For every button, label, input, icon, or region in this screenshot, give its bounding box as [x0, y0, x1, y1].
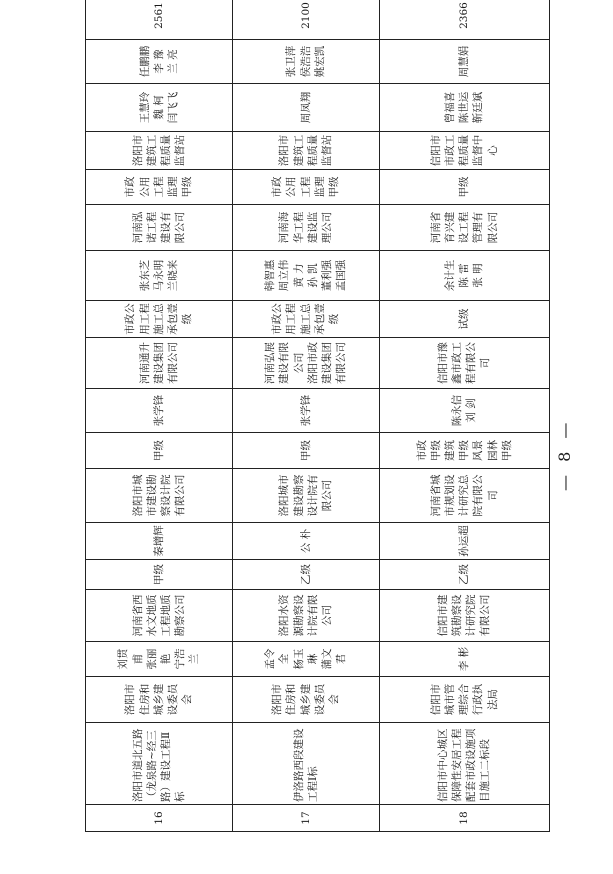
build-unit: 河南通升建设集团有限公司 — [86, 338, 233, 389]
build-grade: 试级 — [379, 301, 549, 338]
survey-unit: 信阳市建筑勘察设计研究院有限公司 — [379, 590, 549, 642]
build-grade: 市政公用工程施工总承包壹级 — [232, 301, 379, 338]
survey-grade: 乙级 — [232, 560, 379, 590]
project-table — [85, 0, 550, 832]
build-leader: 陈永信 刘 剑 — [379, 389, 549, 433]
row-index: 17 — [232, 805, 379, 832]
design-unit: 河南省城市规划设计研究总院有限公司 — [379, 469, 549, 523]
survey-staff: 李 彬 — [379, 642, 549, 677]
record-code: 2366 — [379, 0, 549, 40]
table-row — [379, 0, 549, 832]
quality-station: 洛阳市建筑工程质量监督站 — [86, 132, 233, 170]
quality-station: 洛阳市建筑工程质量监督站 — [232, 132, 379, 170]
survey-staff: 孟令全 杨玉琳 蒲文君 — [232, 642, 379, 677]
table-row — [86, 0, 233, 832]
supervisor-grade: 甲级 — [379, 170, 549, 205]
record-code: 2561 — [86, 0, 233, 40]
owner-unit: 洛阳市住房和城乡建设委员会 — [86, 677, 233, 723]
survey-grade: 甲级 — [86, 560, 233, 590]
design-leader: 孙运超 — [379, 523, 549, 560]
survey-unit: 河南省西水文地质工程地质勘察公司 — [86, 590, 233, 642]
owner-unit: 信阳市城市管理综合行政执法局 — [379, 677, 549, 723]
page-number: — 8 — — [555, 418, 574, 492]
design-unit: 洛阳市城市建设勘察设计院有限公司 — [86, 469, 233, 523]
design-leader: 秦增辉 — [86, 523, 233, 560]
project-name: 信阳市中心城区保障性安居工程配套市政设施项目施工二标段 — [379, 723, 549, 805]
rotated-table-wrapper — [85, 2, 550, 832]
build-unit: 河南弘展建设有限公司 洛阳市政建设集团有限公司 — [232, 338, 379, 389]
design-leader: 公 朴 — [232, 523, 379, 560]
supervisor-grade: 市政公用工程监理甲级 — [232, 170, 379, 205]
design-grade: 甲级 — [86, 433, 233, 469]
supervisor-unit: 河南泓诺工程建设有限公司 — [86, 205, 233, 251]
owner-unit: 洛阳市住房和城乡建设委员会 — [232, 677, 379, 723]
project-name: 洛阳市道北五路（龙泉路~经三路）建设工程Ⅱ标 — [86, 723, 233, 805]
gov-staff: 张卫萍 侯浩浩 姚宏凯 — [232, 40, 379, 84]
build-grade: 市政公用工程施工总承包壹级 — [86, 301, 233, 338]
survey-staff: 刘贯甫 张丽艳 宁浩兰 — [86, 642, 233, 677]
quality-station: 信阳市市政工程质量监督中心 — [379, 132, 549, 170]
row-index: 16 — [86, 805, 233, 832]
supervisor-staff: 余计生 陈 雷 张 明 — [379, 251, 549, 301]
survey-grade: 乙级 — [379, 560, 549, 590]
supervisor-unit: 河南省育兴建设工程管理有限公司 — [379, 205, 549, 251]
design-unit: 洛阳城市建设勘察设计院有限公司 — [232, 469, 379, 523]
gov-staff: 周慧娟 — [379, 40, 549, 84]
quality-staff: 王慧玲 魏 柯 闫飞飞 — [86, 84, 233, 132]
record-code: 2100 — [232, 0, 379, 40]
supervisor-staff: 张东芝 马永明 兰晓来 — [86, 251, 233, 301]
build-leader: 张学锋 — [86, 389, 233, 433]
supervisor-staff: 韩智惠 周立伟 黄 力 孙 凯 董利强 孟国强 — [232, 251, 379, 301]
build-leader: 张学锋 — [232, 389, 379, 433]
build-unit: 信阳市豫鑫市政工程有限公司 — [379, 338, 549, 389]
supervisor-unit: 河南海华工程建设监理公司 — [232, 205, 379, 251]
survey-unit: 洛阳水资源勘察设计院有限公司 — [232, 590, 379, 642]
supervisor-grade: 市政公用工程监理甲级 — [86, 170, 233, 205]
row-index: 18 — [379, 805, 549, 832]
design-grade: 甲级 — [232, 433, 379, 469]
table-row — [232, 0, 379, 832]
gov-staff: 任鹏鹏 李 豫 兰 亮 — [86, 40, 233, 84]
design-grade: 市政甲级 建筑甲级 风景园林甲级 — [379, 433, 549, 469]
quality-staff: 曾福喜 陈世运 靳廷斌 — [379, 84, 549, 132]
quality-staff: 周凤翔 — [232, 84, 379, 132]
project-name: 伊洛路西段建设工程Ⅰ标 — [232, 723, 379, 805]
